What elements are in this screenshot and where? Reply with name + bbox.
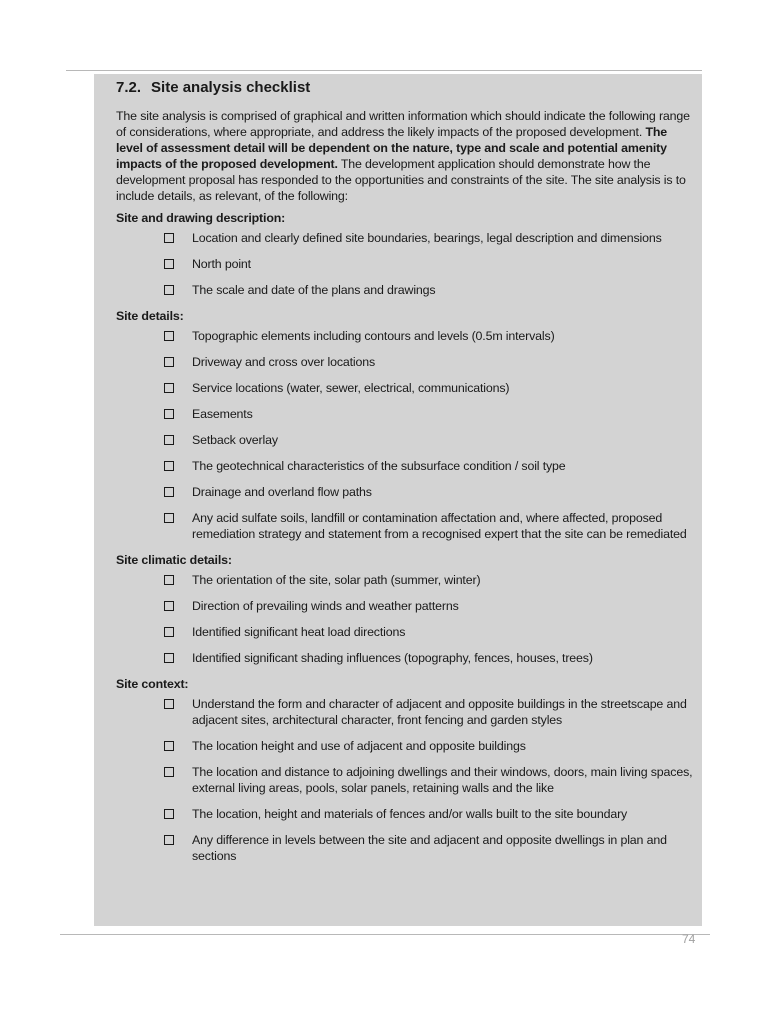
checklist-item (116, 510, 696, 542)
checklist-item-label: Direction of prevailing winds and weather patterns (192, 599, 459, 613)
checklist-item-label: Easements (192, 407, 253, 421)
checklist-item (116, 624, 696, 640)
checkbox-icon[interactable] (164, 409, 174, 419)
checkbox-icon[interactable] (164, 699, 174, 709)
section-title (116, 78, 696, 98)
checklist-item (116, 598, 696, 614)
checklist-item (116, 650, 696, 666)
checkbox-icon[interactable] (164, 767, 174, 777)
checklist-item-label: Service locations (water, sewer, electrical, communications) (192, 381, 510, 395)
checklist-item-label: The location, height and materials of fences and/or walls built to the site boundary (192, 807, 628, 821)
checklist-item (116, 354, 696, 370)
checklist (116, 328, 696, 542)
checklist-item (116, 230, 696, 246)
checklist-item (116, 282, 696, 298)
checkbox-icon[interactable] (164, 383, 174, 393)
checklist-item-label: The location and distance to adjoining dwellings and their windows, doors, main living spaces, external living areas, pools, solar panels, retaining walls and the like (192, 765, 693, 795)
checklist-item (116, 458, 696, 474)
checkbox-icon[interactable] (164, 653, 174, 663)
checkbox-icon[interactable] (164, 331, 174, 341)
checkbox-icon[interactable] (164, 835, 174, 845)
checklist-item-label: Identified significant shading influences (topography, fences, houses, trees) (192, 651, 593, 665)
checklist-item-label: Driveway and cross over locations (192, 355, 376, 369)
checklist-item (116, 328, 696, 344)
checkbox-icon[interactable] (164, 627, 174, 637)
checklist-item-label: North point (192, 257, 251, 271)
intro-paragraph (116, 108, 696, 204)
checklist-item-label: Setback overlay (192, 433, 278, 447)
checklist (116, 572, 696, 666)
intro-text-1: The site analysis is comprised of graphical and written information which should indicate the following range of considerations, where appropriate, and address the likely impacts of the proposed development. (116, 109, 690, 139)
checklist-item-label: Identified significant heat load directions (192, 625, 406, 639)
bottom-rule (60, 934, 710, 935)
checklist-item-label: Any difference in levels between the site and adjacent and opposite dwellings in plan and sections (192, 833, 667, 863)
checklist-item-label: The geotechnical characteristics of the subsurface condition / soil type (192, 459, 566, 473)
checklist-item (116, 832, 696, 864)
checkbox-icon[interactable] (164, 575, 174, 585)
checklist-item (116, 256, 696, 272)
checkbox-icon[interactable] (164, 809, 174, 819)
checkbox-icon[interactable] (164, 741, 174, 751)
intro-text-2: The development application should demonstrate how the development proposal has responded to the opportunities and constraints of the site. The site analysis is to include details, as relevant, of the following: (116, 157, 686, 203)
checklist-item-label: Understand the form and character of adjacent and opposite buildings in the streetscape and adjacent sites, architectural character, front fencing and garden styles (192, 697, 687, 727)
checklist-item (116, 572, 696, 588)
checklist-item (116, 696, 696, 728)
checkbox-icon[interactable] (164, 435, 174, 445)
checkbox-icon[interactable] (164, 461, 174, 471)
checkbox-icon[interactable] (164, 285, 174, 295)
checkbox-icon[interactable] (164, 487, 174, 497)
checkbox-icon[interactable] (164, 259, 174, 269)
top-rule (66, 70, 702, 71)
checklist (116, 696, 696, 864)
checklist-item-label: Any acid sulfate soils, landfill or contamination affectation and, where affected, proposed remediation strategy and statement from a recognised expert that the site can be remediated (192, 511, 687, 541)
checklist-item-label: The scale and date of the plans and drawings (192, 283, 436, 297)
checklist-item (116, 484, 696, 500)
checklist-groups (116, 210, 696, 864)
group-heading: Site details: (116, 309, 184, 323)
checkbox-icon[interactable] (164, 357, 174, 367)
checkbox-icon[interactable] (164, 601, 174, 611)
checklist-item (116, 764, 696, 796)
checklist-item-label: Location and clearly defined site boundaries, bearings, legal description and dimensions (192, 231, 662, 245)
group-heading: Site context: (116, 677, 189, 691)
intro-bold-text: The level of assessment detail will be dependent on the nature, type and scale and potential amenity impacts of the proposed development. (116, 125, 668, 171)
checklist-item (116, 432, 696, 448)
checklist-item-label: Topographic elements including contours and levels (0.5m intervals) (192, 329, 555, 343)
checklist-item-label: The location height and use of adjacent and opposite buildings (192, 739, 526, 753)
checklist-item (116, 380, 696, 396)
checklist-item (116, 806, 696, 822)
section-title-text: Site analysis checklist (151, 79, 311, 96)
checklist-item (116, 406, 696, 422)
checklist-panel (94, 74, 702, 926)
group-heading: Site climatic details: (116, 553, 232, 567)
group-heading: Site and drawing description: (116, 211, 286, 225)
page-number: 74 (682, 932, 696, 946)
checkbox-icon[interactable] (164, 513, 174, 523)
checklist-item (116, 738, 696, 754)
checkbox-icon[interactable] (164, 233, 174, 243)
section-number: 7.2. (116, 79, 142, 96)
checklist (116, 230, 696, 298)
checklist-item-label: Drainage and overland flow paths (192, 485, 372, 499)
checklist-item-label: The orientation of the site, solar path (summer, winter) (192, 573, 481, 587)
